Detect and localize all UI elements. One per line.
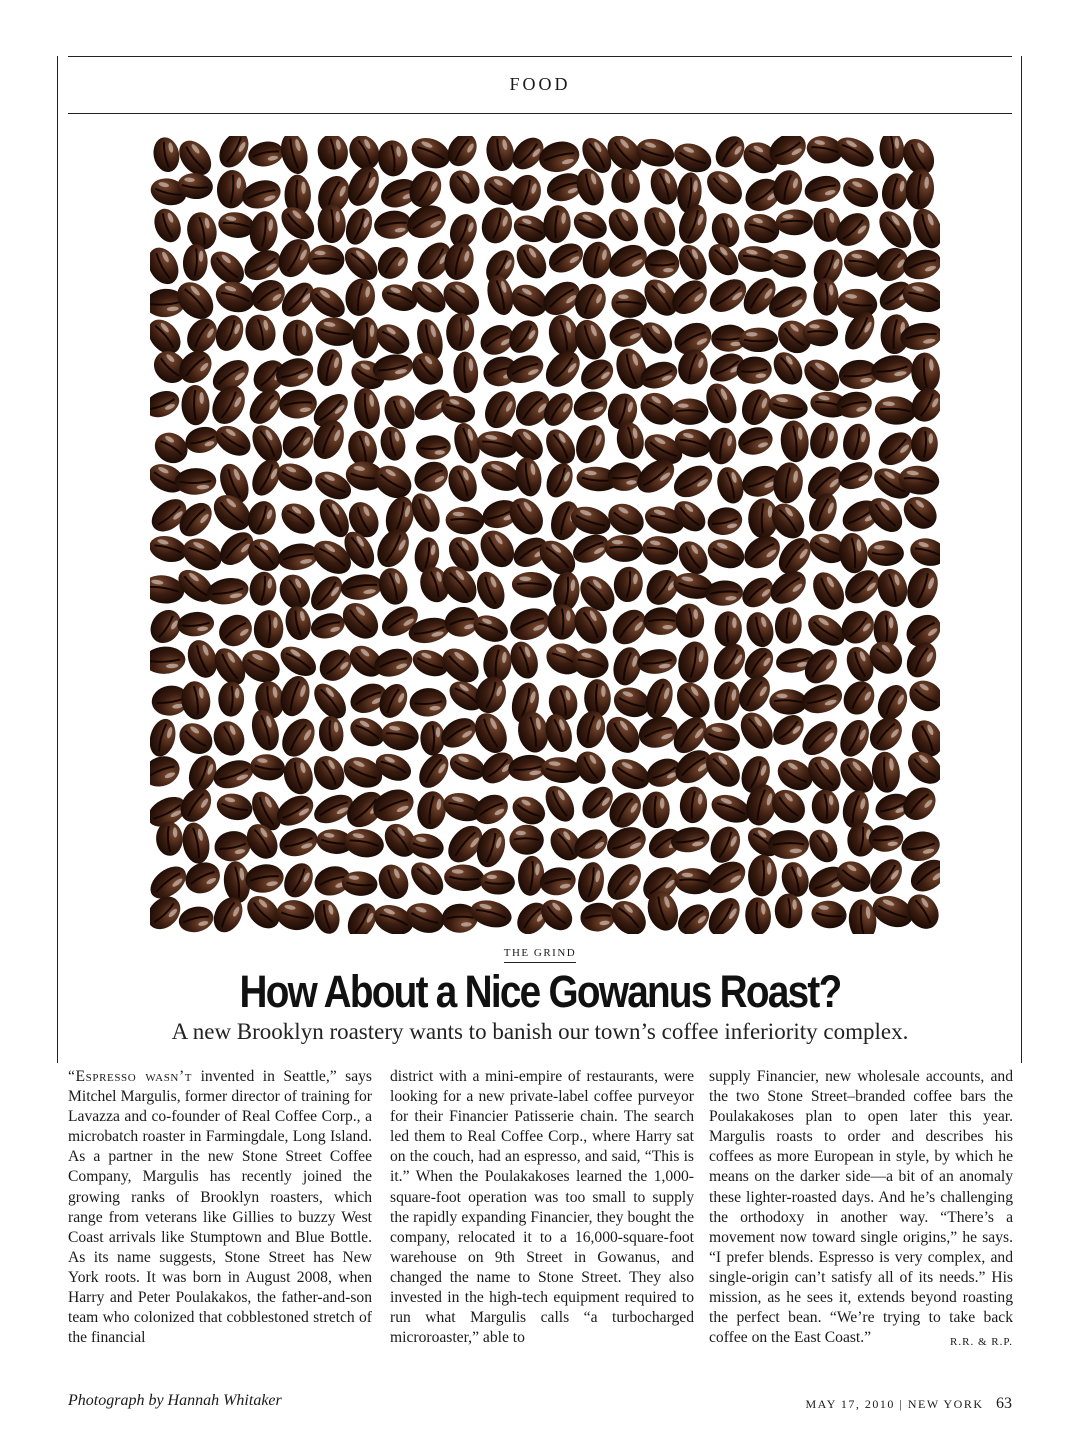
coffee-bean [210, 420, 256, 462]
coffee-bean [867, 540, 904, 566]
coffee-bean [864, 853, 909, 900]
coffee-bean [308, 415, 350, 463]
coffee-bean [899, 245, 940, 284]
coffee-bean [442, 136, 483, 172]
coffee-bean [176, 903, 216, 934]
coffee-bean [744, 896, 772, 934]
coffee-bean [445, 506, 485, 535]
coffee-bean [740, 210, 783, 248]
coffee-bean [368, 784, 418, 827]
coffee-bean [902, 564, 940, 613]
coffee-bean [249, 752, 287, 783]
coffee-bean [700, 379, 742, 428]
article-column-1 [68, 1067, 372, 1363]
coffee-bean [443, 461, 481, 506]
coffee-bean [315, 136, 351, 172]
coffee-bean [869, 352, 915, 386]
coffee-bean [150, 427, 193, 470]
coffee-bean [237, 644, 285, 688]
article-headline: How About a Nice Gowanus Roast? [239, 966, 841, 1017]
coffee-bean [415, 434, 451, 460]
coffee-bean [837, 532, 869, 575]
coffee-bean [343, 277, 378, 319]
coffee-bean [704, 273, 753, 319]
coffee-bean [239, 176, 284, 213]
coffee-bean [176, 610, 215, 638]
coffee-bean [377, 424, 408, 463]
article-kicker: THE GRIND [504, 947, 576, 963]
coffee-bean [276, 540, 321, 573]
coffee-bean [670, 138, 716, 177]
coffee-bean [150, 646, 186, 675]
coffee-bean [471, 672, 511, 717]
coffee-bean [605, 894, 653, 934]
coffee-bean [635, 316, 678, 359]
coffee-bean [536, 137, 583, 176]
article-dek: A new Brooklyn roastery wants to banish our town’s coffee inferiority complex. [171, 1019, 909, 1044]
coffee-bean [776, 209, 813, 235]
coffee-bean [474, 524, 521, 574]
coffee-bean [873, 205, 918, 253]
coffee-bean [179, 679, 213, 721]
coffee-bean [468, 896, 515, 932]
coffee-bean [150, 205, 186, 246]
coffee-bean [603, 498, 650, 541]
coffee-bean [511, 239, 553, 284]
coffee-bean [205, 575, 251, 608]
coffee-bean [701, 719, 743, 754]
coffee-bean [612, 565, 645, 604]
coffee-bean [248, 210, 280, 254]
coffee-bean [308, 750, 350, 795]
coffee-bean [352, 316, 380, 359]
coffee-bean [253, 610, 284, 649]
coffee-bean [279, 858, 319, 902]
coffee-bean [507, 171, 546, 214]
article-kicker-wrap [0, 943, 1080, 963]
coffee-bean [282, 319, 314, 357]
magazine-name: NEW YORK [907, 1397, 984, 1411]
coffee-bean [246, 139, 285, 170]
coffee-bean [584, 679, 611, 717]
coffee-bean [276, 823, 321, 860]
coffee-bean [739, 328, 778, 352]
coffee-bean [601, 858, 648, 907]
column-2-text: district with a mini-empire of restaurants, were looking for a new private-label coffee purveyor for their Financier Patisserie chain. The search led them to Real Coffee Corp., where Harry sat on the couch, had an espresso, and said, “This is it.” When the Poulakakoses learned the 1,000-square-foot operation was too small to supply the rapidly expanding Financier, they bought the company, relocated it to a 16,000-square-foot warehouse on 9th Street in Gowanus, and changed the name to Stone Street. They also invested in the high-tech equipment required to run what Margulis calls “a turbocharged microroaster,” able to [390, 1068, 694, 1347]
coffee-bean [278, 388, 319, 420]
coffee-bean [276, 420, 319, 465]
coffee-bean [505, 603, 554, 646]
photo-credit: Photograph by Hannah Whitaker [68, 1392, 282, 1409]
coffee-bean [571, 421, 610, 467]
author-initials: R.R. & R.P. [950, 1336, 1013, 1349]
coffee-bean [707, 638, 751, 685]
column-3-text: supply Financier, new wholesale accounts, and the two Stone Street–branded coffee bars the Poulakakoses plan to open later this year. Margulis roasts to order and describes his coffees as more European in style, by which he means on the darker side—a bit of an anomaly these lighter-roasted days. And he’s challenging the orthodoxy in another way. “There’s a movement now toward single origins,” he says. “I prefer blends. Espresso is very complex, and single-origin can’t satisfy all of its needs.” His mission, as he sees it, extends beyond roasting the perfect bean. “We’re trying to take back coffee on the East Coast.” [709, 1068, 1013, 1347]
coffee-bean [747, 854, 777, 897]
coffee-bean [214, 790, 255, 824]
article-column-2 [390, 1067, 694, 1363]
coffee-bean [734, 707, 779, 755]
coffee-bean [835, 715, 875, 761]
coffee-bean [742, 609, 777, 651]
coffee-bean [452, 351, 479, 394]
coffee-bean [445, 312, 475, 351]
coffee-bean [282, 604, 313, 643]
coffee-bean [774, 893, 803, 929]
coffee-bean [705, 504, 745, 538]
coffee-bean [243, 497, 280, 538]
article-column-3 [709, 1067, 1013, 1363]
coffee-bean [706, 426, 739, 467]
coffee-bean [305, 570, 349, 616]
coffee-bean [372, 241, 414, 285]
coffee-bean [675, 639, 712, 685]
coffee-bean [575, 860, 607, 904]
coffee-bean [247, 570, 278, 607]
coffee-bean [341, 205, 377, 249]
coffee-bean [641, 675, 677, 722]
coffee-bean [810, 788, 840, 824]
coffee-bean [180, 857, 225, 900]
coffee-bean [804, 825, 844, 868]
coffee-bean [638, 202, 681, 251]
coffee-bean [873, 566, 911, 611]
coffee-bean [443, 165, 485, 210]
coffee-bean [847, 898, 878, 934]
coffee-bean [580, 239, 614, 280]
coffee-bean [150, 751, 184, 792]
coffee-bean [569, 823, 613, 865]
coffee-bean [778, 859, 813, 900]
coffee-bean [542, 459, 578, 501]
coffee-bean [670, 676, 716, 724]
coffee-bean [415, 789, 448, 831]
coffee-bean [379, 390, 420, 434]
coffee-bean [874, 395, 917, 426]
coffee-bean [413, 748, 454, 793]
coffee-bean [701, 164, 749, 210]
coffee-bean [483, 136, 517, 174]
coffee-bean [603, 203, 644, 247]
coffee-bean [206, 380, 251, 430]
coffee-bean [212, 277, 258, 317]
coffee-bean [644, 249, 679, 279]
coffee-bean [668, 459, 718, 504]
coffee-bean [806, 420, 841, 462]
coffee-bean [273, 458, 316, 495]
coffee-bean [867, 824, 904, 854]
coffee-bean [339, 572, 384, 603]
coffee-bean [540, 755, 583, 785]
coffee-bean [371, 524, 415, 573]
coffee-bean [712, 680, 743, 722]
coffee-bean [212, 828, 253, 864]
coffee-bean [375, 565, 412, 608]
header-top-rule [68, 56, 1012, 57]
coffee-bean [703, 534, 748, 573]
coffee-bean [643, 607, 679, 635]
coffee-bean [636, 647, 678, 676]
coffee-bean [908, 205, 940, 253]
coffee-bean [479, 386, 522, 434]
coffee-bean [373, 860, 413, 904]
coffee-bean [313, 643, 358, 687]
coffee-bean [904, 675, 940, 718]
coffee-bean [674, 867, 714, 896]
coffee-bean [480, 870, 515, 895]
folio-separator: | [899, 1397, 904, 1411]
coffee-bean [834, 457, 877, 494]
coffee-bean [181, 385, 210, 426]
coffee-bean [317, 204, 346, 244]
coffee-bean [379, 718, 421, 753]
coffee-bean [602, 821, 651, 864]
coffee-bean [173, 717, 218, 761]
coffee-bean [371, 318, 415, 360]
coffee-bean [735, 423, 776, 459]
coffee-bean [798, 680, 845, 718]
coffee-bean [610, 288, 647, 319]
coffee-bean [407, 136, 455, 174]
right-margin-rule [1021, 56, 1022, 1063]
header-bottom-rule [68, 113, 1012, 114]
coffee-bean [508, 791, 550, 829]
coffee-bean [469, 708, 513, 758]
coffee-bean [603, 238, 652, 283]
column-1-text: invented in Seattle,” says Mitchel Margulis, former director of training for Lavazza and co-founder of Real Coffee Corp., a microbatch roaster in Farmingdale, Long Island. As a partner in the new Stone Street Coffee Company, Margulis has recently joined the growing ranks of Brooklyn roasters, which range from veterans like Gillies to buzzy West Coast arrivals like Stumptown and Blue Bottle. As its name suggests, Stone Street has New York roots. It was born in August 2008, when Harry and Peter Poulakakos, the father-and-son team who colonized that cobblestoned stretch of the financial [68, 1068, 372, 1347]
issue-date: MAY 17, 2010 [805, 1397, 895, 1411]
coffee-bean [901, 637, 940, 682]
coffee-bean [318, 715, 345, 752]
coffee-bean [213, 608, 258, 652]
coffee-bean [509, 825, 544, 856]
coffee-bean [210, 755, 257, 793]
coffee-bean [342, 826, 386, 861]
coffee-bean [443, 863, 485, 892]
coffee-bean [878, 136, 905, 169]
coffee-bean [569, 206, 611, 243]
coffee-bean [540, 424, 581, 469]
coffee-bean [446, 749, 489, 785]
coffee-bean [643, 792, 670, 829]
coffee-bean [674, 201, 712, 248]
coffee-bean [842, 247, 882, 280]
coffee-bean [910, 426, 938, 462]
coffee-bean [674, 346, 712, 388]
coffee-bean [674, 602, 705, 639]
coffee-bean [314, 347, 346, 389]
coffee-bean [766, 391, 809, 422]
coffee-bean [218, 681, 245, 717]
coffee-bean [469, 789, 513, 830]
coffee-bean [840, 421, 873, 462]
coffee-bean [705, 822, 746, 868]
coffee-bean [477, 204, 516, 247]
section-title: FOOD [509, 74, 571, 94]
coffee-bean [804, 489, 842, 535]
coffee-bean [796, 715, 844, 762]
coffee-bean [215, 169, 248, 210]
coffee-bean [178, 532, 227, 576]
coffee-bean [579, 901, 617, 933]
coffee-bean [708, 210, 743, 251]
page-number: 63 [996, 1395, 1012, 1412]
coffee-bean [773, 606, 803, 645]
coffee-bean [640, 533, 681, 568]
coffee-bean [609, 167, 642, 205]
coffee-bean [308, 609, 348, 642]
coffee-bean [813, 277, 840, 316]
coffee-bean [899, 828, 940, 864]
coffee-bean [372, 208, 413, 241]
coffee-bean [274, 897, 317, 933]
coffee-bean [211, 311, 248, 355]
coffee-bean [243, 862, 285, 896]
coffee-bean [907, 534, 940, 570]
coffee-bean [280, 754, 317, 797]
coffee-bean [646, 165, 683, 209]
coffee-bean [771, 460, 806, 505]
coffee-bean [405, 856, 449, 901]
coffee-bean [150, 386, 183, 422]
coffee-bean [276, 672, 314, 719]
coffee-bean [575, 353, 619, 395]
coffee-bean [184, 210, 220, 252]
coffee-bean [182, 423, 222, 457]
coffee-bean [904, 168, 935, 210]
coffee-bean [409, 687, 448, 718]
coffee-bean [511, 571, 552, 599]
coffee-bean [352, 386, 383, 430]
coffee-bean [810, 899, 848, 930]
coffee-bean [242, 312, 278, 353]
coffee-bean [512, 456, 544, 499]
lead-in: “Espresso wasn’t [68, 1068, 193, 1085]
coffee-bean [767, 246, 809, 281]
coffee-bean [179, 820, 213, 866]
coffee-bean [540, 781, 580, 827]
coffee-bean [376, 139, 409, 178]
coffee-bean [535, 894, 578, 934]
coffee-bean [150, 716, 179, 759]
coffee-bean [569, 387, 612, 426]
coffee-bean [839, 173, 883, 213]
coffee-bean [674, 240, 713, 284]
coffee-bean [208, 716, 250, 760]
coffee-beans-illustration [150, 136, 940, 934]
coffee-bean [671, 398, 709, 425]
coffee-bean [779, 419, 811, 463]
coffee-bean [802, 172, 844, 206]
coffee-bean [672, 898, 715, 934]
coffee-bean [472, 568, 510, 613]
coffee-bean [311, 897, 343, 934]
coffee-bean [678, 785, 709, 824]
coffee-bean [506, 638, 543, 682]
coffee-bean [604, 534, 643, 563]
coffee-bean [150, 242, 184, 289]
coffee-bean [406, 347, 449, 391]
coffee-bean [403, 165, 447, 212]
left-margin-rule [57, 56, 58, 1063]
coffee-bean [910, 351, 940, 393]
coffee-bean [548, 604, 577, 639]
coffee-bean [213, 136, 254, 173]
coffee-beans-photo [150, 136, 940, 934]
coffee-bean [838, 676, 881, 721]
coffee-bean [673, 536, 714, 580]
coffee-bean [371, 644, 416, 681]
coffee-bean [174, 467, 217, 495]
coffee-bean [151, 136, 183, 174]
coffee-bean [715, 611, 742, 647]
coffee-bean [807, 567, 851, 615]
coffee-bean [275, 640, 321, 682]
coffee-bean [313, 314, 357, 348]
coffee-bean [307, 244, 344, 275]
coffee-bean [798, 353, 845, 397]
coffee-bean [276, 713, 322, 763]
coffee-bean [542, 204, 572, 244]
coffee-bean [633, 136, 677, 171]
coffee-bean [516, 855, 545, 897]
coffee-bean [768, 347, 808, 390]
coffee-bean [544, 238, 589, 279]
coffee-bean [409, 456, 453, 498]
folio [805, 1395, 1012, 1413]
coffee-bean [276, 497, 321, 540]
coffee-bean [870, 751, 901, 794]
